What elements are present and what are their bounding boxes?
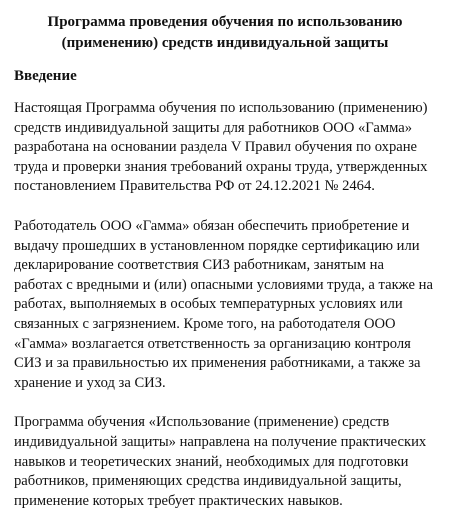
section-heading: Введение [14, 68, 77, 84]
paragraph-1: Настоящая Программа обучения по использованию (применению) средств индивидуальной защиты для работников ООО «Гамма» разработана на основании раздела V Правил обучения по охране труда и проверки знания требований охраны труда, утвержденных постановлением Правительства РФ от 24.12.2021 № 2464. [14, 100, 428, 195]
document-title: Программа проведения обучения по использованию (применению) средств индивидуальной защиты [47, 14, 403, 51]
paragraph-2: Работодатель ООО «Гамма» обязан обеспечить приобретение и выдачу прошедших в установленном порядке сертификацию или декларирование соответствия СИЗ работникам, занятым на работах с вредными и (или) опасными условиями труда, а также на работах, выполняемых в особых температурных условиях или связанных с загрязнением. Кроме того, на работодателя ООО «Гамма» возлагается ответственность за организацию контроля СИЗ и за правильностью их применения работниками, а также за хранение и уход за СИЗ. [14, 217, 433, 391]
paragraph-3: Программа обучения «Использование (применение) средств индивидуальной защиты» направлена на получение практических навыков и теоретических знаний, необходимых для подготовки работников, применяющих средства индивидуальной защиты, применение которых требует практических навыков. [14, 414, 427, 509]
